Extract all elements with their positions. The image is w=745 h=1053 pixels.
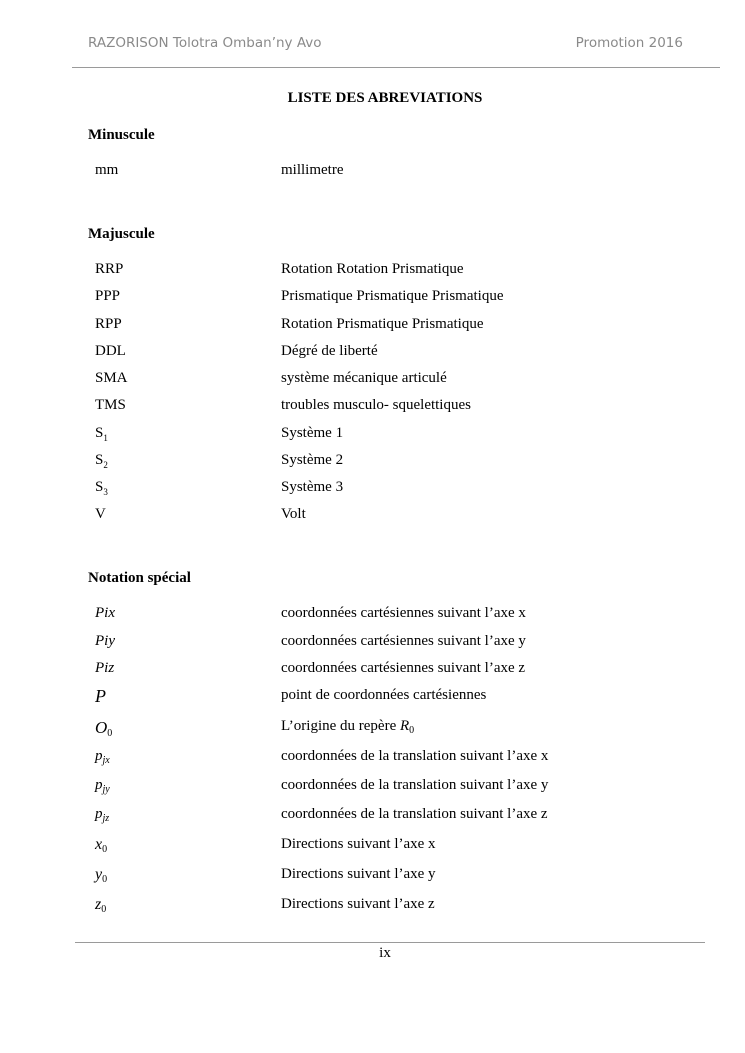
notation-symbol: z0 (95, 896, 107, 915)
definition: Système 3 (281, 479, 344, 495)
notation-symbol: Pix (95, 605, 115, 621)
abbreviation-row (95, 479, 695, 501)
abbreviation-row (95, 261, 695, 283)
abbreviation: V (95, 506, 106, 522)
definition: point de coordonnées cartésiennes (281, 687, 487, 703)
abbreviation-row (95, 316, 695, 338)
section-heading-majuscule: Majuscule (88, 226, 155, 242)
abbreviation-row (95, 288, 695, 310)
notation-row (95, 806, 695, 828)
notation-row (95, 866, 695, 888)
notation-row (95, 896, 695, 918)
definition: Rotation Rotation Prismatique (281, 261, 464, 277)
definition: Dégré de liberté (281, 343, 378, 359)
notation-symbol: Piy (95, 633, 115, 649)
abbreviation: TMS (95, 397, 126, 413)
section-heading-notation: Notation spécial (88, 570, 191, 586)
page-number: ix (379, 945, 391, 961)
notation-symbol: x0 (95, 836, 108, 855)
abbreviation-row (95, 452, 695, 474)
definition: Directions suivant l’axe y (281, 866, 436, 882)
definition: coordonnées de la translation suivant l’axe z (281, 806, 548, 822)
definition: coordonnées de la translation suivant l’axe x (281, 748, 549, 764)
abbreviation: SMA (95, 370, 128, 386)
abbreviation: PPP (95, 288, 121, 304)
abbreviation: RPP (95, 316, 122, 332)
definition: Système 2 (281, 452, 344, 468)
definition: Volt (281, 506, 306, 522)
definition: coordonnées cartésiennes suivant l’axe y (281, 633, 526, 649)
notation-row (95, 777, 695, 799)
notation-row (95, 718, 695, 740)
notation-symbol: O0 (95, 718, 113, 739)
footer-divider (75, 942, 705, 943)
abbreviation: $S_3$ (95, 479, 108, 497)
abbreviation-row (95, 506, 695, 528)
definition: coordonnées cartésiennes suivant l’axe z (281, 660, 526, 676)
abbreviation-row (95, 162, 695, 184)
abbreviation-row (95, 370, 695, 392)
notation-symbol: $p_{jz}$ (95, 806, 110, 824)
abbreviation: $S_1$ (95, 425, 108, 443)
notation-row (95, 660, 695, 682)
notation-row (95, 748, 695, 770)
abbreviation-row (95, 425, 695, 447)
abbreviation: mm (95, 162, 119, 178)
definition: Système 1 (281, 425, 344, 441)
definition: Directions suivant l’axe z (281, 896, 435, 912)
definition: système mécanique articulé (281, 370, 447, 386)
abbreviation-row (95, 343, 695, 365)
definition: L’origine du repère $R_0$ (281, 718, 415, 736)
header-divider (72, 67, 720, 68)
section-heading-minuscule: Minuscule (88, 127, 155, 143)
page-title: LISTE DES ABREVIATIONS (287, 90, 483, 106)
notation-row (95, 605, 695, 627)
header-author: RAZORISON Tolotra Omban’ny Avo (88, 35, 322, 51)
notation-row (95, 633, 695, 655)
abbreviation: $S_2$ (95, 452, 108, 470)
abbreviation: RRP (95, 261, 124, 277)
abbreviation-row (95, 397, 695, 419)
definition: troubles musculo- squelettiques (281, 397, 471, 413)
notation-symbol: P (95, 686, 106, 706)
notation-symbol: $p_{jy}$ (95, 777, 110, 795)
notation-row (95, 836, 695, 858)
notation-symbol: $p_{jx}$ (95, 748, 110, 766)
definition: Directions suivant l’axe x (281, 836, 436, 852)
abbreviation: DDL (95, 343, 126, 359)
definition: coordonnées de la translation suivant l’axe y (281, 777, 549, 793)
notation-symbol: Piz (95, 660, 115, 676)
definition: Prismatique Prismatique Prismatique (281, 288, 504, 304)
notation-symbol: y0 (95, 866, 108, 885)
definition: Rotation Prismatique Prismatique (281, 316, 484, 332)
notation-row (95, 687, 695, 709)
definition: millimetre (281, 162, 344, 178)
header-promotion: Promotion 2016 (575, 35, 683, 51)
page-header (88, 35, 683, 55)
definition: coordonnées cartésiennes suivant l’axe x (281, 605, 526, 621)
